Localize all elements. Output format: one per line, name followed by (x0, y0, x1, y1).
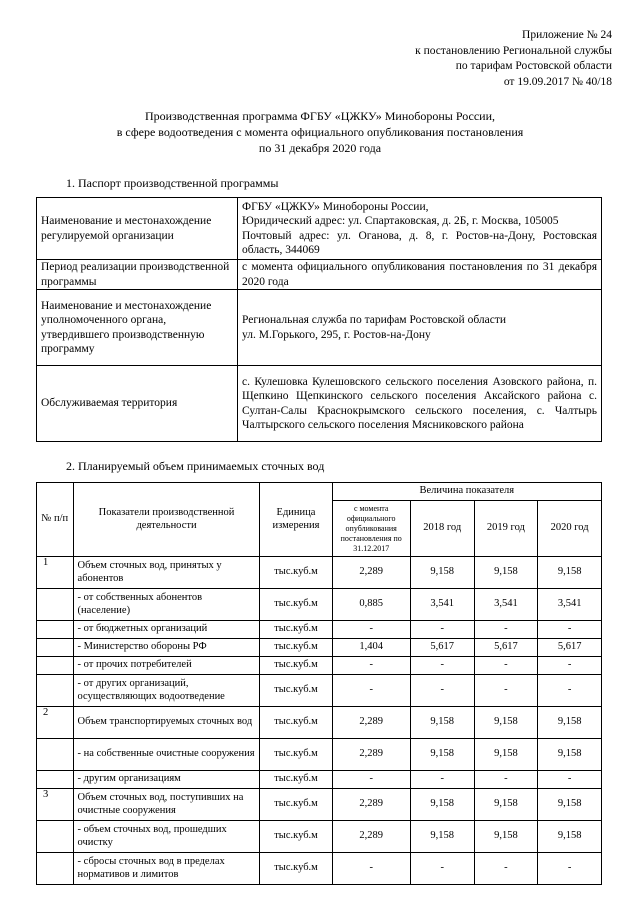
row-value-period: 2,289 (332, 739, 410, 771)
row-value-2019: - (474, 621, 538, 639)
row-value-2018: - (410, 621, 474, 639)
row-indicator: - на собственные очистные сооружения (73, 739, 260, 771)
value-line: Почтовый адрес: ул. Оганова, д. 8, г. Ростов-на-Дону, Ростовская область, 344069 (242, 229, 597, 256)
table-header-row (37, 483, 602, 501)
header-period: с момента официального опубликования постановления по 31.12.2017 (332, 501, 410, 557)
section2-heading: 2. Планируемый объем принимаемых сточных вод (66, 459, 325, 473)
table-row (37, 821, 602, 853)
table-row (37, 771, 602, 789)
table-row (37, 707, 602, 739)
row-value-2020: 9,158 (538, 707, 602, 739)
row-unit: тыс.куб.м (260, 821, 332, 853)
row-value-2018: 9,158 (410, 557, 474, 589)
row-value-2019: - (474, 771, 538, 789)
row-indicator: - объем сточных вод, прошедших очистку (73, 821, 260, 853)
row-unit: тыс.куб.м (260, 675, 332, 707)
section1-heading: 1. Паспорт производственной программы (66, 176, 279, 190)
row-unit: тыс.куб.м (260, 639, 332, 657)
passport-value: с. Кулешовка Кулешовского сельского поселения Азовского района, п. Щепкино Щепкинского сельского поселения Аксайского района с. Султан-Салы Краснокрымского сельского поселения, с. Чалтырь Чалтырского сельского поселения Мясниковского района (238, 366, 602, 442)
row-value-2019: 9,158 (474, 557, 538, 589)
row-value-period: 2,289 (332, 707, 410, 739)
row-value-period: 0,885 (332, 589, 410, 621)
row-indicator: - Министерство обороны РФ (73, 639, 260, 657)
value-line: ул. М.Горького, 295, г. Ростов-на-Дону (242, 328, 431, 341)
row-value-2018: 5,617 (410, 639, 474, 657)
row-indicator: Объем транспортируемых сточных вод (73, 707, 260, 739)
passport-value (238, 198, 602, 260)
row-value-2020: 9,158 (538, 739, 602, 771)
row-value-2019: 9,158 (474, 739, 538, 771)
row-number (37, 739, 74, 771)
table-row (37, 739, 602, 771)
row-value-2020: - (538, 657, 602, 675)
row-value-2018: - (410, 675, 474, 707)
passport-label: Обслуживаемая территория (37, 366, 238, 442)
row-unit: тыс.куб.м (260, 657, 332, 675)
volume-table (36, 482, 602, 885)
row-value-period: - (332, 675, 410, 707)
appendix-line: по тарифам Ростовской области (455, 60, 612, 72)
row-value-2018: 9,158 (410, 821, 474, 853)
row-indicator: - другим организациям (73, 771, 260, 789)
row-value-2020: 9,158 (538, 557, 602, 589)
row-value-period: - (332, 621, 410, 639)
value-line: Региональная служба по тарифам Ростовской области (242, 314, 507, 326)
row-indicator: - от прочих потребителей (73, 657, 260, 675)
row-value-period: - (332, 771, 410, 789)
row-number (37, 821, 74, 853)
appendix-block (312, 28, 612, 90)
row-value-2019: - (474, 657, 538, 675)
row-unit: тыс.куб.м (260, 771, 332, 789)
row-value-period: 2,289 (332, 789, 410, 821)
row-value-period: - (332, 853, 410, 885)
row-indicator: Объем сточных вод, поступивших на очистные сооружения (73, 789, 260, 821)
row-indicator: Объем сточных вод, принятых у абонентов (73, 557, 260, 589)
row-indicator: - от бюджетных организаций (73, 621, 260, 639)
row-unit: тыс.куб.м (260, 621, 332, 639)
header-unit: Единица измерения (260, 483, 332, 557)
row-value-2018: 9,158 (410, 707, 474, 739)
row-value-2019: - (474, 675, 538, 707)
row-number (37, 675, 74, 707)
row-unit: тыс.куб.м (260, 739, 332, 771)
title-line: по 31 декабря 2020 года (258, 141, 382, 155)
row-value-2020: - (538, 621, 602, 639)
passport-value: с момента официального опубликования постановления по 31 декабря 2020 года (238, 260, 602, 290)
row-value-2019: 9,158 (474, 789, 538, 821)
title-line: Производственная программа ФГБУ «ЦЖКУ» Минобороны России, (144, 109, 496, 123)
header-2019: 2019 год (474, 501, 538, 557)
table-row (37, 290, 602, 366)
row-indicator: - сбросы сточных вод в пределах нормативов и лимитов (73, 853, 260, 885)
row-number: 2 (37, 707, 74, 739)
volume-table-body (37, 557, 602, 885)
passport-label: Наименование и местонахождение уполномоченного органа, утвердившего производственную программу (37, 290, 238, 366)
passport-table (36, 197, 602, 442)
row-value-2020: 5,617 (538, 639, 602, 657)
appendix-line: Приложение № 24 (522, 29, 612, 41)
header-indicator: Показатели производственной деятельности (73, 483, 260, 557)
row-value-2018: 3,541 (410, 589, 474, 621)
row-value-period: - (332, 657, 410, 675)
row-value-2019: 9,158 (474, 821, 538, 853)
row-value-2018: 9,158 (410, 739, 474, 771)
table-row (37, 639, 602, 657)
header-2018: 2018 год (410, 501, 474, 557)
table-row (37, 589, 602, 621)
header-2020: 2020 год (538, 501, 602, 557)
row-value-2018: - (410, 853, 474, 885)
header-no: № п/п (37, 483, 74, 557)
row-value-period: 2,289 (332, 557, 410, 589)
table-row (37, 853, 602, 885)
title-line: в сфере водоотведения с момента официального опубликования постановления (116, 125, 524, 139)
table-row (37, 260, 602, 290)
row-unit: тыс.куб.м (260, 853, 332, 885)
value-line: Юридический адрес: ул. Спартаковская, д. 2Б, г. Москва, 105005 (242, 215, 559, 227)
row-value-2019: 9,158 (474, 707, 538, 739)
table-row (37, 557, 602, 589)
table-row (37, 675, 602, 707)
row-value-2020: 3,541 (538, 589, 602, 621)
table-row (37, 789, 602, 821)
row-value-period: 2,289 (332, 821, 410, 853)
row-number (37, 853, 74, 885)
appendix-line: от 19.09.2017 № 40/18 (503, 75, 612, 88)
table-row (37, 198, 602, 260)
row-number: 3 (37, 789, 74, 821)
row-value-2020: - (538, 853, 602, 885)
row-value-2019: 3,541 (474, 589, 538, 621)
row-number: 1 (37, 557, 74, 589)
row-number (37, 771, 74, 789)
row-value-2019: - (474, 853, 538, 885)
row-unit: тыс.куб.м (260, 589, 332, 621)
passport-label: Наименование и местонахождение регулируемой организации (37, 198, 238, 260)
row-value-2019: 5,617 (474, 639, 538, 657)
row-unit: тыс.куб.м (260, 557, 332, 589)
table-row (37, 657, 602, 675)
table-row (37, 366, 602, 442)
table-row (37, 621, 602, 639)
row-value-2018: 9,158 (410, 789, 474, 821)
row-value-period: 1,404 (332, 639, 410, 657)
row-number (37, 621, 74, 639)
header-value-group: Величина показателя (332, 483, 601, 501)
row-value-2020: 9,158 (538, 789, 602, 821)
row-value-2020: 9,158 (538, 821, 602, 853)
row-value-2018: - (410, 657, 474, 675)
row-value-2018: - (410, 771, 474, 789)
appendix-line: к постановлению Региональной службы (415, 44, 612, 57)
row-unit: тыс.куб.м (260, 707, 332, 739)
passport-value (238, 290, 602, 366)
row-number (37, 657, 74, 675)
value-line: ФГБУ «ЦЖКУ» Минобороны России, (242, 200, 429, 213)
row-number (37, 639, 74, 657)
row-indicator: - от других организаций, осуществляющих водоотведение (73, 675, 260, 707)
row-value-2020: - (538, 675, 602, 707)
passport-label: Период реализации производственной программы (37, 260, 238, 290)
row-indicator: - от собственных абонентов (население) (73, 589, 260, 621)
document-title (40, 108, 600, 156)
row-unit: тыс.куб.м (260, 789, 332, 821)
row-value-2020: - (538, 771, 602, 789)
row-number (37, 589, 74, 621)
